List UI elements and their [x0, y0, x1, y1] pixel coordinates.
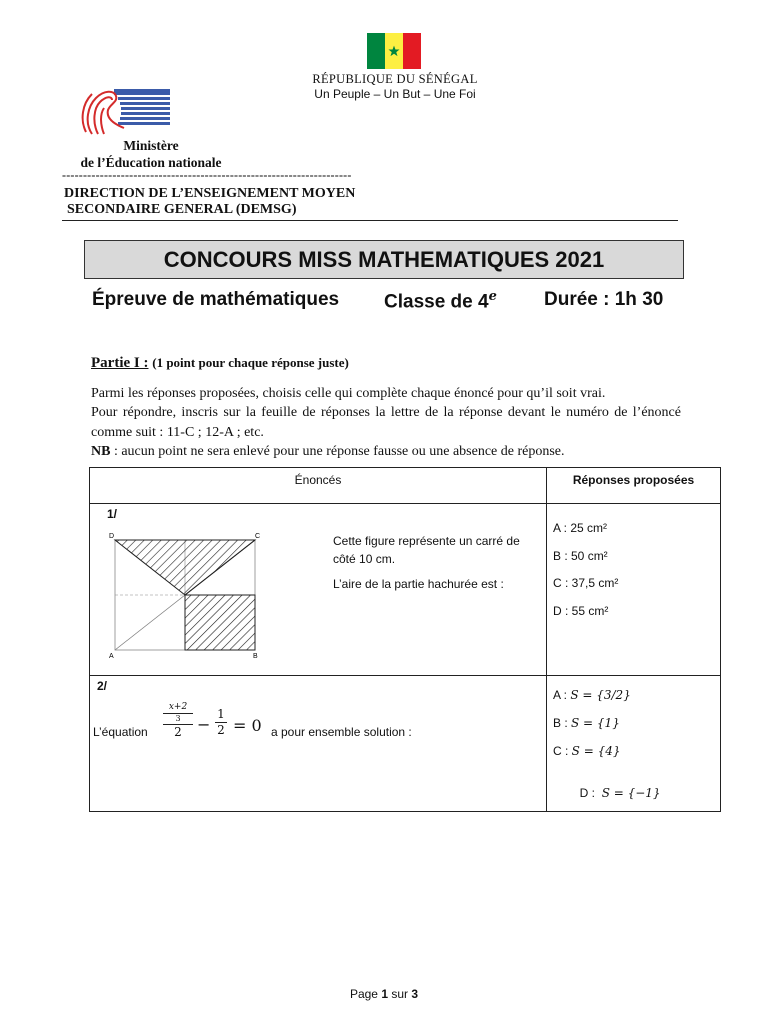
q1-text-2: L’aire de la partie hachurée est : [333, 577, 504, 591]
flag-star-icon [388, 45, 400, 57]
eq-half [215, 707, 227, 738]
direction-line-2: SECONDAIRE GENERAL (DEMSG) [67, 202, 297, 217]
ministry-logo [80, 86, 176, 136]
table-row-q2 [90, 676, 721, 812]
direction-line-1: DIRECTION DE L’ENSEIGNEMENT MOYEN [64, 186, 356, 201]
senegal-flag [367, 33, 421, 69]
page-footer [0, 987, 768, 1001]
q1-answer-d: D : 55 cm² [553, 603, 609, 618]
ministry-line-1: Ministère [123, 138, 179, 153]
ministry-line-2: de l’Éducation nationale [80, 155, 222, 170]
q2-answer-c [553, 744, 720, 772]
part-label: Partie I : [91, 355, 149, 371]
flag-green-band [367, 33, 385, 69]
eq-half-denominator: 2 [217, 723, 225, 737]
q2-answers-cell [547, 676, 721, 812]
national-motto: Un Peuple – Un But – Une Foi [314, 87, 476, 101]
footer-total-pages: 3 [411, 987, 419, 1001]
q2-statement-cell [90, 676, 547, 812]
nb-label: NB [91, 444, 111, 459]
header-rule [62, 220, 678, 221]
part-points: (1 point pour chaque réponse juste) [152, 355, 349, 370]
q1-square-figure [107, 526, 267, 660]
q2-answer-a [553, 688, 720, 716]
direction-name [64, 186, 355, 218]
nb-note [91, 442, 681, 462]
q2-answer-d-set: S = {−1} [601, 786, 661, 800]
q1-number: 1/ [107, 507, 118, 521]
q2-answer-d [553, 772, 720, 800]
footer-page-number: 1 [381, 987, 388, 1001]
q1-answer-a: A : 25 cm² [553, 521, 608, 535]
q2-answer-b-set: S = {1} [571, 716, 620, 730]
table-header-row [90, 468, 721, 504]
q1-answer-b: B : 50 cm² [553, 548, 608, 563]
q2-answer-c-letter: C : [553, 744, 572, 758]
nb-text: : aucun point ne sera enlevé pour une réponse fausse ou une absence de réponse. [110, 444, 565, 459]
exam-class-superscript: e [488, 289, 497, 304]
q1-answers-cell [547, 504, 721, 676]
q2-answer-a-letter: A : [553, 688, 571, 702]
instruction-1: Parmi les réponses proposées, choisis celle qui complète chaque énoncé pour qu’il soit vrai. [91, 386, 606, 401]
q1-label-c: C [255, 533, 261, 540]
header-reponses: Réponses proposées [547, 468, 721, 504]
eq-outer-denominator: 2 [174, 725, 182, 739]
exam-subject: Épreuve de mathématiques [92, 289, 340, 310]
eq-inner-numerator: x+2 [163, 702, 193, 714]
q2-answer-b-letter: B : [553, 716, 572, 730]
ministry-name [56, 137, 246, 171]
eq-minus: − [197, 715, 211, 734]
q2-answer-a-set: S = {3/2} [570, 688, 631, 702]
q1-label-d: D [109, 533, 115, 540]
exam-class [384, 289, 497, 313]
q2-number: 2/ [97, 679, 108, 693]
q1-label-a: A [109, 653, 114, 660]
q2-suffix: a pour ensemble solution : [271, 725, 412, 739]
flag-red-band [403, 33, 421, 69]
header-enonces: Énoncés [90, 468, 547, 504]
footer-page-word: Page [349, 987, 382, 1001]
q2-answer-d-letter: D : [579, 786, 602, 800]
q2-answer-c-set: S = {4} [571, 744, 621, 758]
table-row-q1 [90, 504, 721, 676]
dashed-separator: --------------------------------------------------------------------- [62, 168, 352, 182]
eq-inner-denominator: 3 [163, 714, 193, 725]
q1-text-1: Cette figure représente un carré de côté 10 cm. [333, 534, 520, 566]
eq-big-fraction [163, 702, 193, 740]
q1-statement-cell [90, 504, 547, 676]
part-heading [91, 355, 349, 372]
exam-title: CONCOURS MISS MATHEMATIQUES 2021 [84, 240, 684, 279]
instruction-2: Pour répondre, inscris sur la feuille de réponses la lettre de la réponse devant le numéro de l’énoncé comme suit : 11-C ; 12-A ; etc. [91, 405, 681, 440]
exam-class-text: Classe de 4 [384, 291, 489, 313]
eq-rhs: = 0 [233, 716, 262, 735]
exam-duration: Durée : 1h 30 [544, 289, 664, 310]
eq-half-numerator: 1 [215, 707, 227, 723]
flag-yellow-band [385, 33, 403, 69]
q2-answer-b [553, 716, 720, 744]
q1-label-b: B [253, 653, 258, 660]
footer-sur: sur [388, 987, 412, 1001]
q1-answer-c: C : 37,5 cm² [553, 576, 619, 590]
republic-title: RÉPUBLIQUE DU SÉNÉGAL [312, 72, 478, 86]
question-table [89, 467, 721, 812]
q2-prefix: L’équation [93, 725, 148, 739]
